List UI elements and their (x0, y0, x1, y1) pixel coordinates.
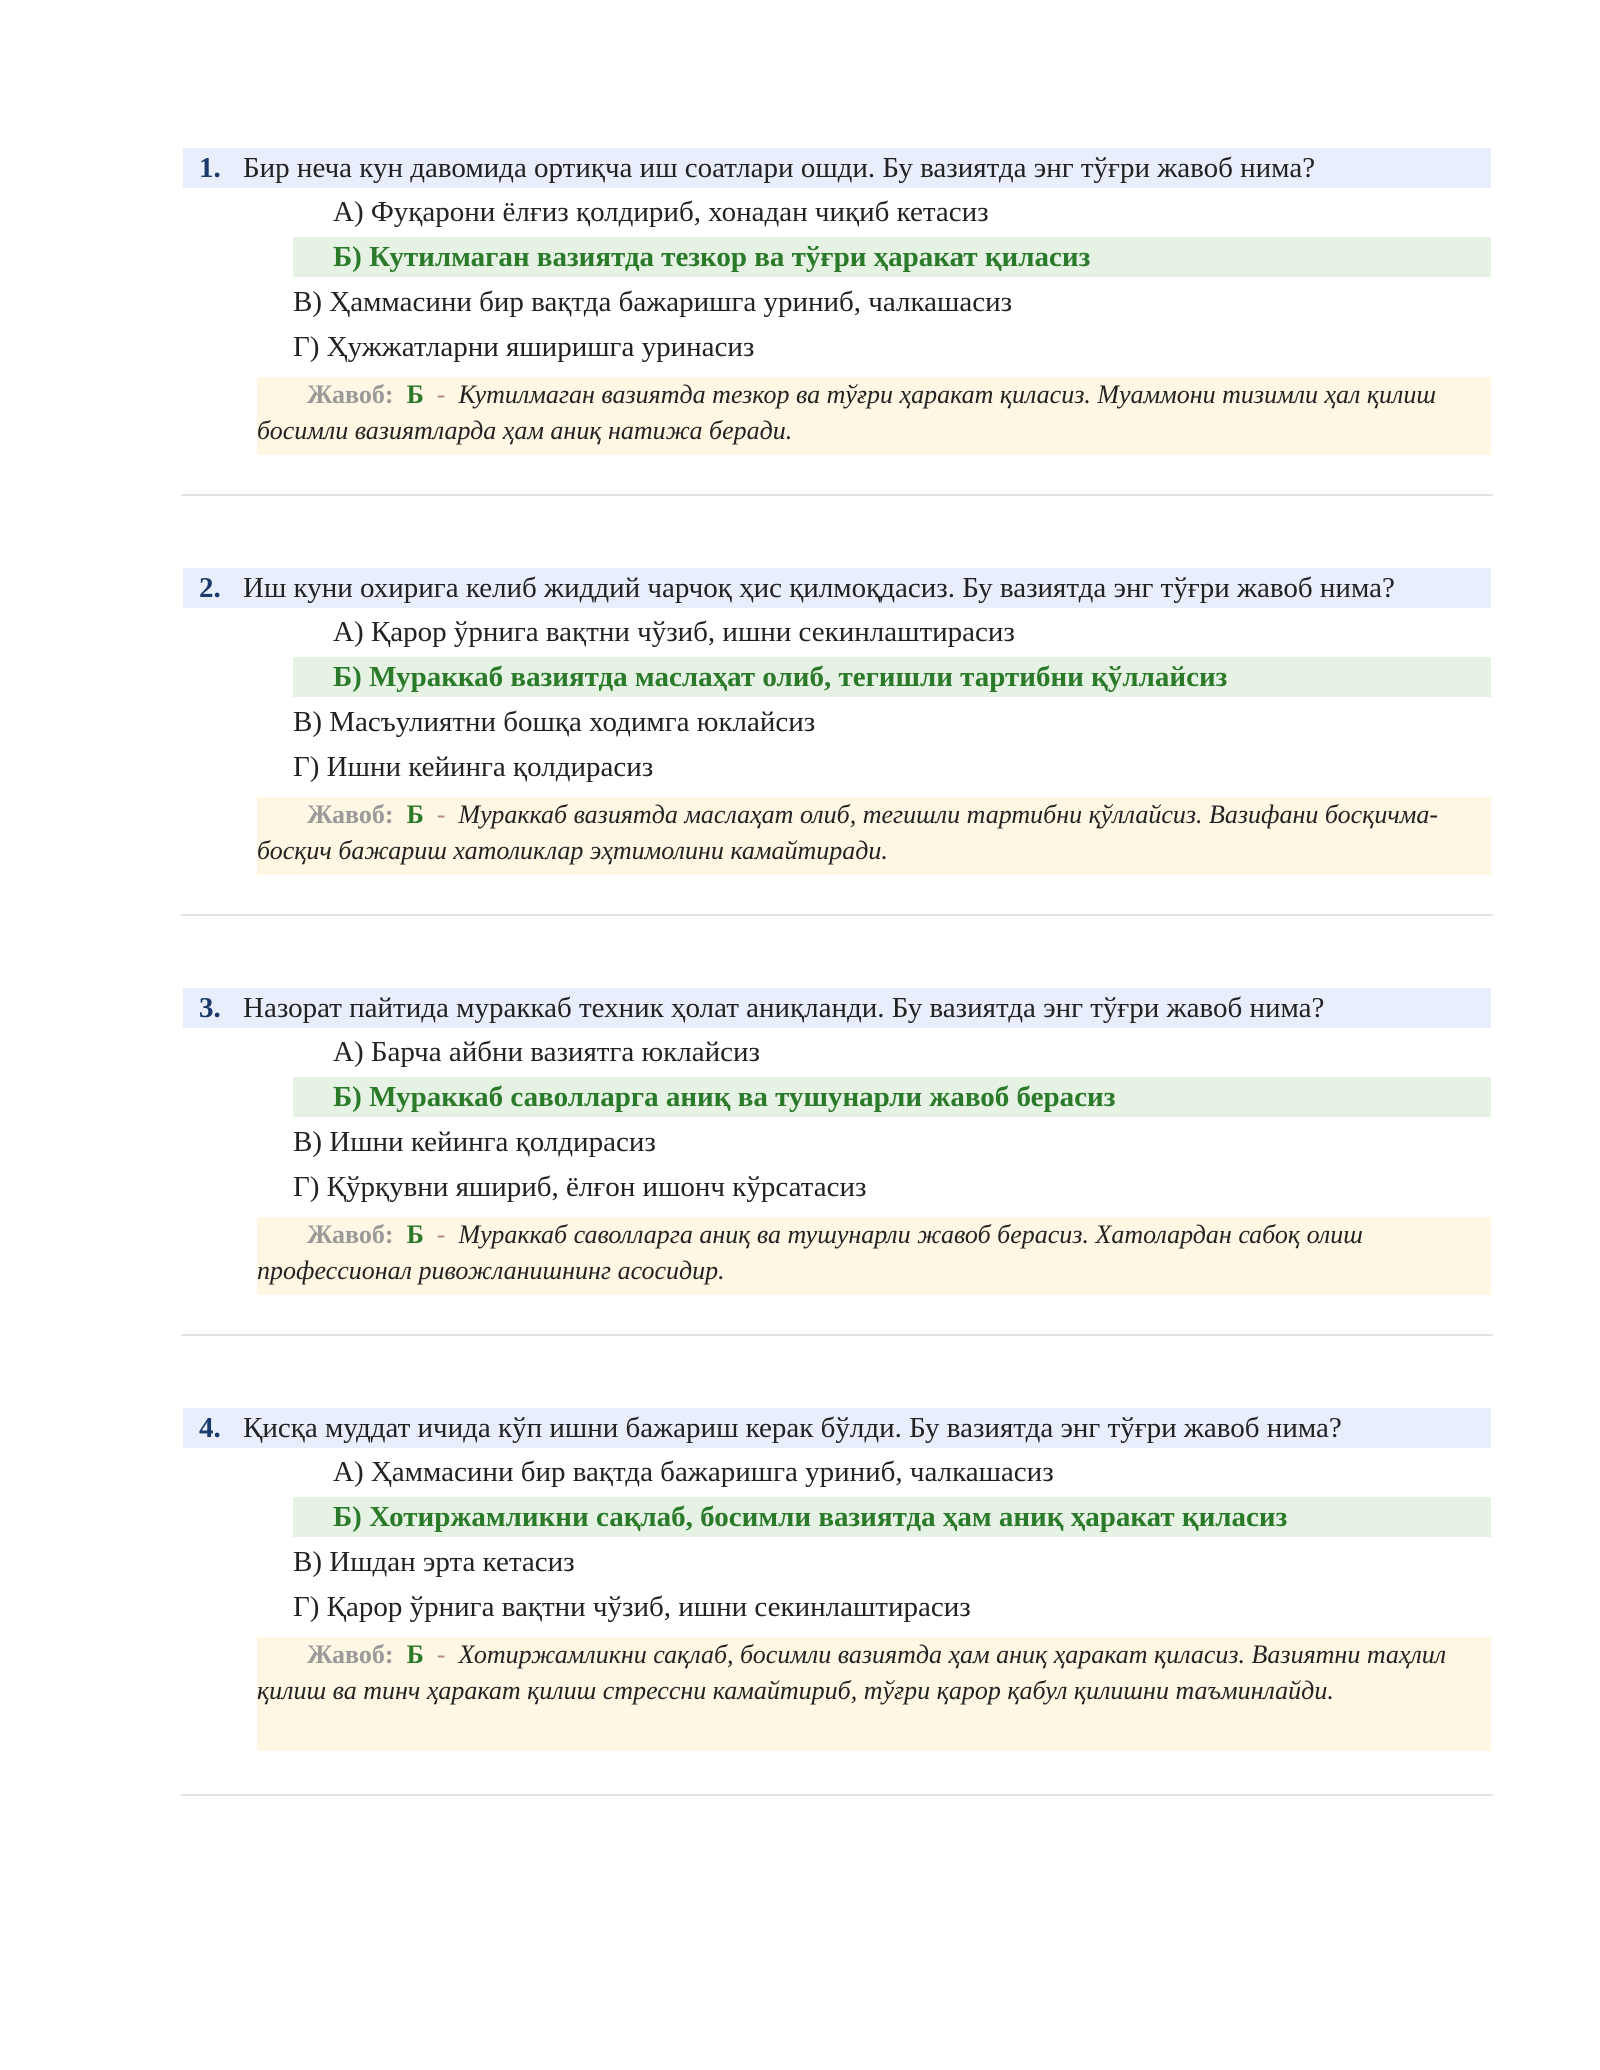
option-label: А) Фуқарони ёлғиз қолдириб, хонадан чиқиб кетасиз (333, 196, 989, 228)
answer-box (257, 1637, 1491, 1751)
question-text: Назорат пайтида мураккаб техник ҳолат аниқланди. Бу вазиятда энг тўғри жавоб нима? (243, 992, 1325, 1024)
answer-letter: Б (406, 380, 424, 409)
question-header (183, 148, 1491, 188)
option-label: Г) Ҳужжатларни яширишга уринасиз (293, 331, 755, 363)
question-text: Бир неча кун давомида ортиқча иш соатлари ошди. Бу вазиятда энг тўғри жавоб нима? (243, 152, 1316, 184)
divider (181, 914, 1493, 916)
question-text: Иш куни охирига келиб жиддий чарчоқ ҳис қилмоқдасиз. Бу вазиятда энг тўғри жавоб нима? (243, 572, 1395, 604)
answer-dash: - (430, 1640, 452, 1669)
option-d[interactable] (0, 747, 1600, 787)
answer-label: Жавоб: (307, 800, 394, 829)
option-a[interactable] (0, 1032, 1600, 1072)
answer-letter: Б (406, 1220, 424, 1249)
answer-letter: Б (406, 1640, 424, 1669)
option-a[interactable] (0, 612, 1600, 652)
divider (181, 1794, 1493, 1796)
option-a[interactable] (0, 192, 1600, 232)
divider (181, 1334, 1493, 1336)
option-d[interactable] (0, 1167, 1600, 1207)
option-label: Б) Мураккаб саволларга аниқ ва тушунарли жавоб берасиз (333, 1081, 1116, 1113)
question-number: 4. (199, 1412, 221, 1444)
answer-box (257, 797, 1491, 875)
answer-box (257, 377, 1491, 455)
option-b-correct[interactable] (0, 237, 1600, 277)
answer-letter: Б (406, 800, 424, 829)
option-label: А) Барча айбни вазиятга юклайсиз (333, 1036, 760, 1068)
question-number: 1. (199, 152, 221, 184)
option-d[interactable] (0, 1587, 1600, 1627)
answer-text: Хотиржамликни сақлаб, босимли вазиятда ҳам аниқ ҳаракат қиласиз. Вазиятни таҳлил қилиш ва тинч ҳаракат қилиш стрессни камайтириб, тўғри қарор қабул қилишни таъминлайди. (257, 1640, 1447, 1705)
answer-text: Мураккаб саволларга аниқ ва тушунарли жавоб берасиз. Хатолардан сабоқ олиш профессионал ривожланишнинг асосидир. (257, 1220, 1363, 1285)
option-label: В) Масъулиятни бошқа ходимга юклайсиз (293, 706, 816, 738)
answer-label: Жавоб: (307, 380, 394, 409)
option-c[interactable] (0, 282, 1600, 322)
option-c[interactable] (0, 1542, 1600, 1582)
question-header (183, 568, 1491, 608)
option-a[interactable] (0, 1452, 1600, 1492)
answer-label: Жавоб: (307, 1640, 394, 1669)
option-c[interactable] (0, 702, 1600, 742)
option-label: В) Ишни кейинга қолдирасиз (293, 1126, 656, 1158)
answer-dash: - (430, 800, 452, 829)
option-b-correct[interactable] (0, 1077, 1600, 1117)
option-label: Б) Мураккаб вазиятда маслаҳат олиб, тегишли тартибни қўллайсиз (333, 661, 1228, 693)
question-header (183, 988, 1491, 1028)
option-label: Г) Ишни кейинга қолдирасиз (293, 751, 654, 783)
option-b-correct[interactable] (0, 657, 1600, 697)
answer-text: Кутилмаган вазиятда тезкор ва тўғри ҳаракат қиласиз. Муаммони тизимли ҳал қилиш босимли вазиятларда ҳам аниқ натижа беради. (257, 380, 1436, 445)
option-label: В) Ҳаммасини бир вақтда бажаришга уриниб, чалкашасиз (293, 286, 1013, 318)
option-label: Б) Кутилмаган вазиятда тезкор ва тўғри ҳаракат қиласиз (333, 241, 1091, 273)
question-number: 2. (199, 572, 221, 604)
option-label: А) Қарор ўрнига вақтни чўзиб, ишни секинлаштирасиз (333, 616, 1015, 648)
question-header (183, 1408, 1491, 1448)
option-label: Г) Қўрқувни яшириб, ёлғон ишонч кўрсатасиз (293, 1171, 867, 1203)
option-b-correct[interactable] (0, 1497, 1600, 1537)
question-text: Қисқа муддат ичида кўп ишни бажариш керак бўлди. Бу вазиятда энг тўғри жавоб нима? (243, 1412, 1342, 1444)
option-label: В) Ишдан эрта кетасиз (293, 1546, 575, 1578)
option-d[interactable] (0, 327, 1600, 367)
option-c[interactable] (0, 1122, 1600, 1162)
option-label: А) Ҳаммасини бир вақтда бажаришга уриниб, чалкашасиз (333, 1456, 1054, 1488)
answer-dash: - (430, 380, 452, 409)
answer-text: Мураккаб вазиятда маслаҳат олиб, тегишли тартибни қўллайсиз. Вазифани босқичма-босқич бажариш хатоликлар эҳтимолини камайтиради. (257, 800, 1438, 865)
question-number: 3. (199, 992, 221, 1024)
divider (181, 494, 1493, 496)
option-label: Г) Қарор ўрнига вақтни чўзиб, ишни секинлаштирасиз (293, 1591, 971, 1623)
answer-box (257, 1217, 1491, 1295)
option-label: Б) Хотиржамликни сақлаб, босимли вазиятда ҳам аниқ ҳаракат қиласиз (333, 1501, 1288, 1533)
answer-dash: - (430, 1220, 452, 1249)
answer-label: Жавоб: (307, 1220, 394, 1249)
